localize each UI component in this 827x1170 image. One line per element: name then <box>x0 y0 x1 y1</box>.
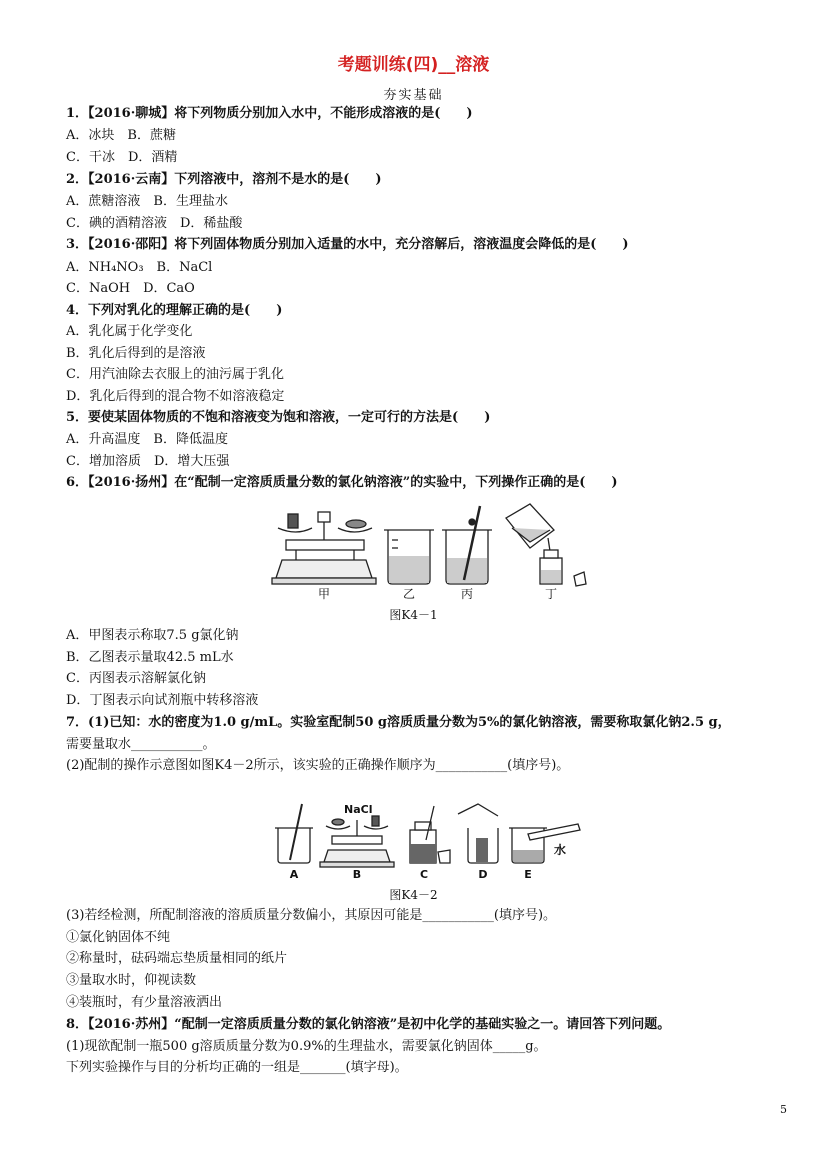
option-line: C．NaOH D．CaO <box>66 281 195 296</box>
question-8-cont: 下列实验操作与目的分析均正确的一组是_______(填字母)。 <box>66 1060 408 1075</box>
balance-illustration <box>272 512 376 584</box>
figure-caption-1: 图K4－1 <box>389 608 438 622</box>
choice-line: ①氯化钠固体不纯 <box>66 930 171 945</box>
transfer-illustration <box>458 804 498 863</box>
stirring-illustration <box>275 804 313 863</box>
water-label: 水 <box>554 843 567 857</box>
question-7-part-2: (2)配制的操作示意图如图K4－2所示，该实验的正确操作顺序为___________(填序号)。 <box>66 758 570 773</box>
figure-label-c: C <box>419 868 429 881</box>
option-line: D．丁图表示向试剂瓶中转移溶液 <box>66 693 259 708</box>
option-line: B．乙图表示量取42.5 mL水 <box>66 650 234 665</box>
figure-label-e: E <box>524 868 532 881</box>
choice-line: ②称量时，砝码端忘垫质量相同的纸片 <box>66 951 288 966</box>
figure-caption-2: 图K4－2 <box>389 888 438 902</box>
option-line: D．乳化后得到的混合物不如溶液稳定 <box>66 389 285 404</box>
figure-k4-1 <box>268 500 598 602</box>
figure-label-4: 丁 <box>544 587 558 601</box>
question-7: 7．(1)已知：水的密度为1.0 g/mL。实验室配制50 g溶质质量分数为5%的氯化钠溶液，需要称取氯化钠2.5 g， <box>66 715 731 730</box>
option-line: C．干冰 D．酒精 <box>66 150 178 165</box>
option-line: A．冰块 B．蔗糖 <box>66 128 176 143</box>
option-line: A．NH₄NO₃ B．NaCl <box>66 260 213 275</box>
option-line: A．蔗糖溶液 B．生理盐水 <box>66 194 228 209</box>
choice-line: ③量取水时，仰视读数 <box>66 973 197 988</box>
pouring-water-illustration <box>509 824 580 863</box>
question-2: 2．【2016·云南】下列溶液中，溶剂不是水的是( ) <box>66 172 382 187</box>
option-line: A．升高温度 B．降低温度 <box>66 432 228 447</box>
question-8-part-1: (1)现欲配制一瓶500 g溶质质量分数为0.9%的生理盐水，需要氯化钠固体_____g。 <box>66 1039 547 1054</box>
question-7-cont: 需要量取水___________。 <box>66 737 216 752</box>
figure-label-d: D <box>478 868 488 881</box>
question-6: 6．【2016·扬州】在“配制一定溶质质量分数的氯化钠溶液”的实验中，下列操作正确的是( ) <box>66 475 618 490</box>
option-line: A．甲图表示称取7.5 g氯化钠 <box>66 628 239 643</box>
option-line: C．碘的酒精溶液 D．稀盐酸 <box>66 216 243 231</box>
figure-label-a: A <box>289 868 299 881</box>
page-title: 考题训练(四)__溶液 <box>337 55 490 75</box>
beaker-illustration <box>384 530 434 584</box>
figure-k4-2 <box>272 800 582 882</box>
figure-label-2: 乙 <box>402 587 416 601</box>
page-number: 5 <box>780 1103 787 1116</box>
reagent-bottle-illustration <box>410 806 450 863</box>
option-line: B．乳化后得到的是溶液 <box>66 346 206 361</box>
question-4: 4．下列对乳化的理解正确的是( ) <box>66 303 283 318</box>
question-8: 8．【2016·苏州】“配制一定溶质质量分数的氯化钠溶液”是初中化学的基础实验之一。请回答下列问题。 <box>66 1017 671 1032</box>
question-7-part-3: (3)若经检测，所配制溶液的溶质质量分数偏小，其原因可能是___________(填序号)。 <box>66 908 557 923</box>
option-line: C．用汽油除去衣服上的油污属于乳化 <box>66 367 284 382</box>
question-5: 5．要使某固体物质的不饱和溶液变为饱和溶液，一定可行的方法是( ) <box>66 410 491 425</box>
section-heading: 夯实基础 <box>383 88 444 103</box>
weighing-illustration <box>320 816 394 867</box>
option-line: C．增加溶质 D．增大压强 <box>66 454 230 469</box>
figure-label-b: B <box>352 868 362 881</box>
pouring-illustration <box>506 504 586 586</box>
question-3: 3．【2016·邵阳】将下列固体物质分别加入适量的水中，充分溶解后，溶液温度会降低的是( ) <box>66 237 629 252</box>
figure-label-1: 甲 <box>317 587 331 601</box>
option-line: A．乳化属于化学变化 <box>66 324 193 339</box>
option-line: C．丙图表示溶解氯化钠 <box>66 671 206 686</box>
dissolving-illustration <box>442 506 492 584</box>
nacl-label: NaCl <box>344 803 373 816</box>
question-1: 1．【2016·聊城】将下列物质分别加入水中，不能形成溶液的是( ) <box>66 106 473 121</box>
choice-line: ④装瓶时，有少量溶液洒出 <box>66 995 223 1010</box>
figure-label-3: 丙 <box>460 587 474 601</box>
